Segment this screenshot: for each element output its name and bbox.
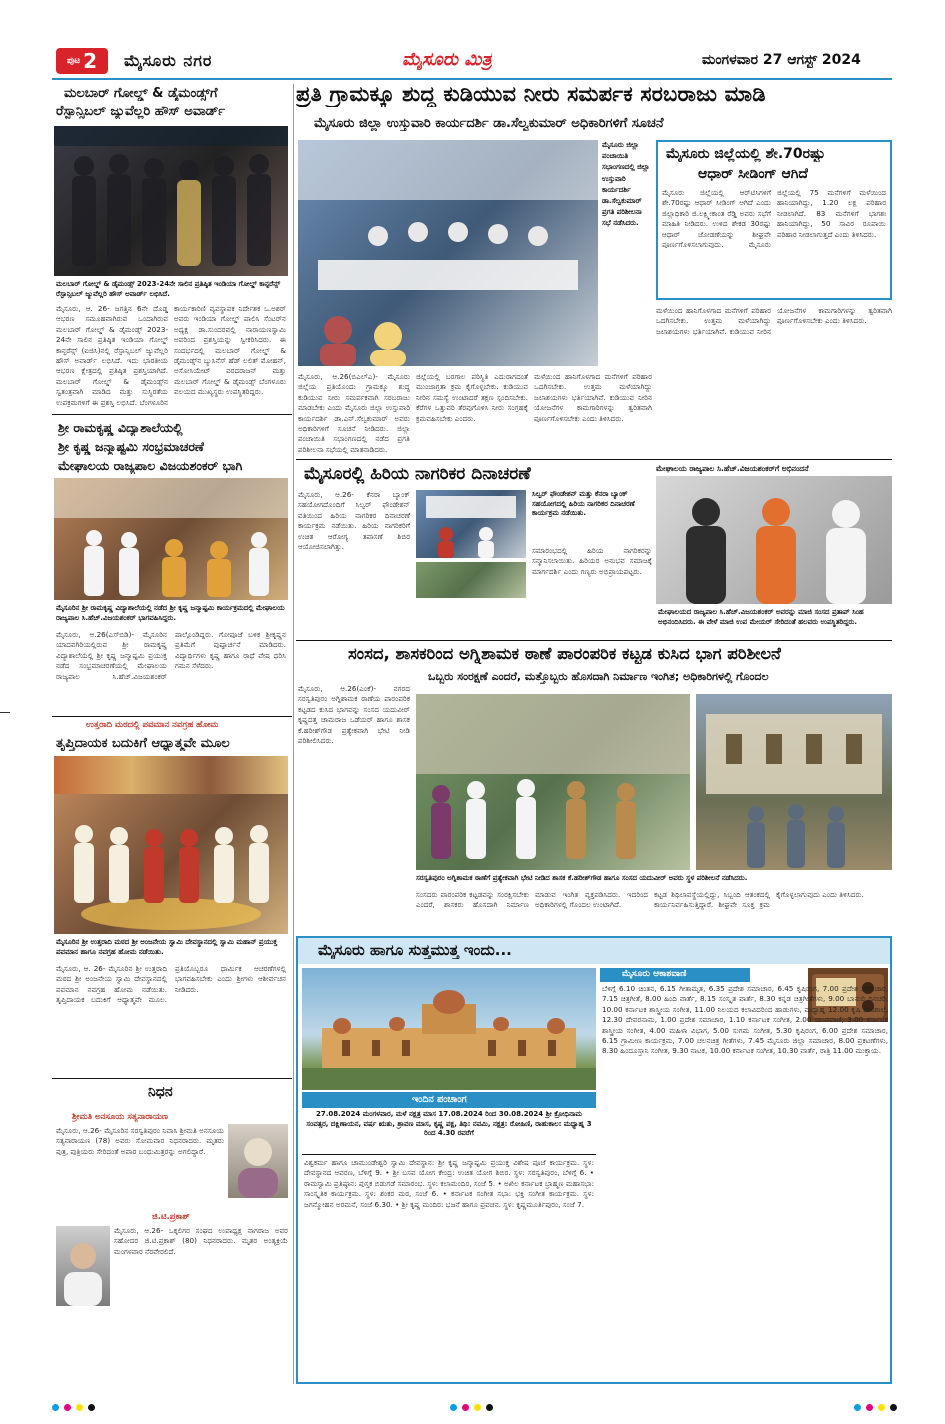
water-headline: ಪ್ರತಿ ಗ್ರಾಮಕ್ಕೂ ಶುದ್ಧ ಕುಡಿಯುವ ನೀರು ಸಮರ್ಪಕ ಸರಬರಾಜು ಮಾಡಿ	[296, 82, 766, 106]
malabar-story	[52, 84, 290, 412]
ramakrishna-body: ಮೈಸೂರು, ಆ.26(ಎಸ್‌ಬಿಡಿ)- ಮೈಸೂರಿನ ಯಾದವಗಿರಿಯಲ್ಲಿರುವ ಶ್ರೀ ರಾಮಕೃಷ್ಣ ವಿದ್ಯಾಶಾಲೆಯಲ್ಲಿ ಶ್ರೀ ಕೃಷ್ಣ ಜನ್ಮಾಷ್ಟಮಿ ಪ್ರಯುಕ್ತ ನಡೆದ ಸಂಭ್ರಮಾಚರಣೆಯಲ್ಲಿ ಮೇಘಾಲಯ ರಾಜ್ಯಪಾಲ ಸಿ.ಹೆಚ್.ವಿಜಯಶಂಕರ್ ಪಾಲ್ಗೊಂಡಿದ್ದರು. ಗೋಪೂಜೆ ಬಳಿಕ ಶ್ರೀಕೃಷ್ಣನ ಪ್ರತಿಮೆಗೆ ಪುಷ್ಪಾರ್ಚನೆ ಮಾಡಿದರು. ವಿದ್ಯಾರ್ಥಿಗಳು ಕೃಷ್ಣ ಹಾಗೂ ರಾಧೆ ವೇಷ ಧರಿಸಿ ಗಮನ ಸೆಳೆದರು.	[56, 630, 286, 681]
divider	[296, 459, 892, 460]
uttaradi-kicker: ಉತ್ತರಾದಿ ಮಠದಲ್ಲಿ ಪವಮಾನ ನವಗ್ರಹ ಹೋಮ	[86, 720, 219, 730]
uttaradi-headline: ತೃಪ್ತಿದಾಯಕ ಬದುಕಿಗೆ ಆಧ್ಯಾತ್ಮವೇ ಮೂಲ	[56, 736, 230, 751]
issue-date: ಮಂಗಳವಾರ 27 ಆಗಸ್ಟ್ 2024	[702, 52, 861, 68]
uttaradi-photo-top	[54, 756, 288, 794]
malabar-headline-1: ಮಲಬಾರ್ ಗೋಲ್ಡ್ & ಡೈಮಂಡ್ಸ್‌ಗೆ	[64, 86, 218, 101]
meghalaya-kicker: ಮೇಘಾಲಯ ರಾಜ್ಯಪಾಲ ಸಿ.ಹೆಚ್.ವಿಜಯಶಂಕರ್‌ಗೆ ಅಭಿನಂದನೆ	[656, 464, 809, 473]
panchanga-title-bar	[302, 1092, 596, 1108]
water-subhead: ಮೈಸೂರು ಜಿಲ್ಲಾ ಉಸ್ತುವಾರಿ ಕಾರ್ಯದರ್ಶಿ ಡಾ.ಸೆಲ್ವಕುಮಾರ್ ಅಧಿಕಾರಿಗಳಿಗೆ ಸೂಚನೆ	[314, 116, 664, 131]
fire-photo-caption: ಸರಸ್ವತಿಪುರಂ ಅಗ್ನಿಶಾಮಕ ಠಾಣೆಗೆ ಪ್ರತ್ಯೇಕವಾಗಿ ಭೇಟಿ ನೀಡಿದ ಶಾಸಕ ಕೆ.ಹರೀಶ್‌ಗೌಡ ಹಾಗೂ ಸಂಸದ ಯದುವೀರ್ ಅವರು ಸ್ಥಳ ಪರಿಶೀಲನೆ ನಡೆಸಿದರು.	[416, 874, 748, 882]
today-box	[296, 936, 892, 1384]
divider	[52, 414, 292, 415]
section-title: ಮೈಸೂರು ನಗರ	[124, 51, 213, 70]
meeting-room-illustration	[298, 140, 598, 366]
fire-subhead: ಒಬ್ಬರು ಸಂರಕ್ಷಣೆ ಎಂದರೆ, ಮತ್ತೊಬ್ಬರು ಹೊಸದಾಗಿ ನಿರ್ಮಾಣ ಇಂಗಿತ; ಅಧಿಕಾರಿಗಳಲ್ಲಿ ಗೊಂದಲ	[428, 670, 769, 683]
uttaradi-caption: ಮೈಸೂರಿನ ಶ್ರೀ ಉತ್ತರಾದಿ ಮಠದ ಶ್ರೀ ಅಂಜನೇಯ ಸ್ವಾಮಿ ದೇವಸ್ಥಾನದಲ್ಲಿ ಸ್ವಾಮಿ ಮಹಾನ್ ಪ್ರಯುಕ್ತ ಪವಮಾನ ಹಾಗೂ ನವಗ್ರಹ ಹೋಮ ನಡೆಯಿತು.	[56, 938, 278, 956]
obituary-title: ನಿಧನ	[148, 1084, 173, 1100]
homa-ceremony-illustration	[54, 794, 288, 934]
masthead	[52, 45, 892, 79]
meghalaya-photo	[656, 476, 892, 604]
person-portrait-icon	[228, 1124, 288, 1198]
obituary-section	[52, 1078, 290, 1384]
radio-title-bar	[600, 968, 750, 982]
masthead-rule	[52, 78, 892, 80]
panchanga-title: ಇಂದಿನ ಪಂಚಾಂಗ	[412, 1094, 467, 1105]
fire-photo-2	[696, 694, 892, 870]
page-label: ಪುಟ	[66, 56, 81, 66]
senior-story	[296, 462, 654, 636]
obituary-body-2: ಮೈಸೂರು, ಆ.26- ಒಕ್ಕಲಿಗರ ಸಂಘದ ಉಪಾಧ್ಯಕ್ಷ ನಾಗರಾಜ ಅವರ ಸಹೋದರ ಜಿ.ಟಿ.ಪ್ರಕಾಶ್ (80) ನಿಧನರಾದರು. ಮೃತರ ಅಂತ್ಯಕ್ರಿಯೆ ಮಂಗಳವಾರ ನೆರವೇರಲಿದೆ.	[114, 1226, 288, 1256]
malabar-caption: ಮಲಬಾರ್ ಗೋಲ್ಡ್ & ಡೈಮಂಡ್ಸ್ 2023-24ನೇ ಸಾಲಿನ ಪ್ರತಿಷ್ಠಿತ ಇಂಡಿಯಾ ಗೋಲ್ಡ್ ಕಾನ್ಫರೆನ್ಸ್ ರೆಸ್ಪಾನ್ಸಿಬಲ್ ಜ್ಯುವೆಲ್ಲರಿ ಹೌಸ್ ಅವಾರ್ಡ್ ಲಭಿಸಿದೆ.	[56, 280, 281, 298]
malabar-body-1: ಮೈಸೂರು, ಆ. 26- ಜಗತ್ತಿನ 6ನೇ ದೊಡ್ಡ ಆಭರಣ ಸಮೂಹವಾಗಿರುವ ಒಂದಾಗಿರುವ ಮಲಬಾರ್ ಗೋಲ್ಡ್ & ಡೈಮಂಡ್ಸ್ 2023-24ನೇ ಸಾಲಿನ ಪ್ರತಿಷ್ಠಿತ ಇಂಡಿಯಾ ಗೋಲ್ಡ್ ಕಾನ್ಫರೆನ್ಸ್ (ಐಜಿಸಿ)ನಲ್ಲಿ ರೆಸ್ಪಾನ್ಸಿಬಲ್ ಜ್ಯುವೆಲ್ಲರಿ ಹೌಸ್ ಅವಾರ್ಡ್ ಲಭಿಸಿದೆ. ಇದು ಭಾರತೀಯ ಆಭರಣ ಕ್ಷೇತ್ರದಲ್ಲಿ ಪ್ರತಿಷ್ಠಿತ ಪ್ರಶಸ್ತಿಯಾಗಿದೆ. ಮಲಬಾರ್ ಗೋಲ್ಡ್ & ಡೈಮಂಡ್ಸ್‌ನ ಸ್ವತಂತ್ರವಾಗಿ ಮಾಡಿದ ಮತ್ತು ಸುಸ್ಥಿರತೆಯ ಉಪಕ್ರಮಗಳಿಗೆ ಈ ಪ್ರಶಸ್ತಿ ಲಭಿಸಿದೆ. ಬೆಂಗಳೂರಿನ	[56, 304, 168, 407]
ramakrishna-story	[52, 418, 290, 794]
registration-marks-left	[52, 1404, 95, 1411]
senior-photo-1	[416, 490, 526, 558]
event-stage-illustration	[54, 478, 288, 600]
ramakrishna-headline-2: ಶ್ರೀ ಕೃಷ್ಣ ಜನ್ಮಾಷ್ಟಮಿ ಸಂಭ್ರಮಾಚರಣೆ	[58, 439, 205, 454]
fire-photo-1	[416, 694, 690, 870]
divider	[302, 1154, 596, 1155]
today-events: ವಿಶ್ವಕರ್ಮ ಹಾಗೂ ಚಾಮುಂಡೇಶ್ವರಿ ಸ್ವಾಮಿ ದೇವಸ್ಥಾನ: ಶ್ರೀ ಕೃಷ್ಣ ಜನ್ಮಾಷ್ಟಮಿ ಪ್ರಯುಕ್ತ ವಿಶೇಷ ಪೂಜೆ ಕಾರ್ಯಕ್ರಮ. ಸ್ಥಳ: ದೇವಸ್ಥಾನದ ಆವರಣ, ಬೆಳಿಗ್ಗೆ 9. • ಶ್ರೀ ಬಸವ ಯೋಗ ಕೇಂದ್ರ: ಉಚಿತ ಯೋಗ ಶಿಬಿರ. ಸ್ಥಳ: ಸರಸ್ವತಿಪುರಂ, ಬೆಳಿಗ್ಗೆ 6. • ರಾಮಸ್ವಾಮಿ ಪ್ರತಿಷ್ಠಾನ: ಪುಸ್ತಕ ಬಿಡುಗಡೆ ಸಮಾರಂಭ. ಸ್ಥಳ: ಕಲಾಮಂದಿರ, ಸಂಜೆ 5. • ಅಖಿಲ ಕರ್ನಾಟಕ ಬ್ರಾಹ್ಮಣ ಮಹಾಸಭಾ: ಸಾಂಸ್ಕೃತಿಕ ಕಾರ್ಯಕ್ರಮ. ಸ್ಥಳ: ಶಂಕರ ಮಠ, ಸಂಜೆ 6. • ಕರ್ನಾಟಕ ಸಂಗೀತ ಸಭಾ: ಭಕ್ತಿ ಸಂಗೀತ ಕಾರ್ಯಕ್ರಮ. ಸ್ಥಳ: ಜಗನ್ಮೋಹನ ಅರಮನೆ, ಸಂಜೆ 6.30. • ಶ್ರೀ ಕೃಷ್ಣ ಮಂದಿರ: ಭಜನೆ ಹಾಗೂ ಪ್ರವಚನ. ಸ್ಥಳ: ಕೃಷ್ಣಮೂರ್ತಿಪುರಂ, ಸಂಜೆ 7.	[304, 1158, 594, 1209]
fire-story	[296, 644, 892, 934]
person-portrait-icon	[56, 1226, 110, 1306]
panchanga-body: 27.08.2024 ಮಂಗಳವಾರ, ಮಳೆ ನಕ್ಷತ್ರ ಮಾಸ 17.08.2024 ರಿಂದ 30.08.2024 ಶ್ರೀ ಕ್ರೋಧಿನಾಮ ಸಂವತ್ಸರ, ದಕ್ಷಿಣಾಯನ, ವರ್ಷ ಋತು, ಶ್ರಾವಣ ಮಾಸ, ಕೃಷ್ಣ ಪಕ್ಷ, ತಿಥಿ: ನವಮಿ, ನಕ್ಷತ್ರ: ರೋಹಿಣಿ, ರಾಹುಕಾಲ: ಮಧ್ಯಾಹ್ನ 3 ರಿಂದ 4.30 ರವರೆಗೆ	[306, 1110, 592, 1137]
water-meeting-photo	[298, 140, 598, 366]
obituary-name-2: ಜಿ.ಟಿ.ಪ್ರಕಾಶ್	[152, 1212, 190, 1222]
fire-station-building-illustration	[696, 694, 892, 870]
crop-mark	[0, 712, 10, 713]
obituary-body-1: ಮೈಸೂರು, ಆ.26- ಮೈಸೂರಿನ ಸರಸ್ವತಿಪುರಂ ನಿವಾಸಿ ಶ್ರೀಮತಿ ಅನಸೂಯ ಸತ್ಯನಾರಾಯಣ (78) ಅವರು ಸೋಮವಾರ ನಿಧನರಾದರು. ಮೃತರು ಪುತ್ರ, ಪುತ್ರಿಯರು ಸೇರಿದಂತೆ ಅಪಾರ ಬಂಧುಮಿತ್ರರನ್ನು ಅಗಲಿದ್ದಾರೆ.	[56, 1126, 224, 1156]
uttaradi-body: ಮೈಸೂರು, ಆ. 26- ಮೈಸೂರಿನ ಶ್ರೀ ಉತ್ತರಾದಿ ಮಠದ ಶ್ರೀ ಅಂಜನೇಯ ಸ್ವಾಮಿ ದೇವಸ್ಥಾನದಲ್ಲಿ ಪವಮಾನ ನವಗ್ರಹ ಹೋಮ ನಡೆಯಿತು. ತೃಪ್ತಿದಾಯಕ ಬದುಕಿಗೆ ಆಧ್ಯಾತ್ಮವೇ ಮೂಲ. ಪ್ರತಿಯೊಬ್ಬರೂ ಧಾರ್ಮಿಕ ಆಚರಣೆಗಳಲ್ಲಿ ಭಾಗವಹಿಸಬೇಕು ಎಂದು ಶ್ರೀಗಳು ಆಶೀರ್ವಚನ ನೀಡಿದರು.	[56, 964, 286, 1005]
award-people-illustration	[54, 126, 288, 276]
senior-body-2: ಸಮಾರಂಭದಲ್ಲಿ ಹಿರಿಯ ನಾಗರಿಕರನ್ನು ಸನ್ಮಾನಿಸಲಾಯಿತು. ಹಿರಿಯರ ಅನುಭವ ಸಮಾಜಕ್ಕೆ ಮಾರ್ಗದರ್ಶಿ ಎಂದು ಗಣ್ಯರು ಅಭಿಪ್ರಾಯಪಟ್ಟರು.	[532, 546, 652, 576]
ramakrishna-caption: ಮೈಸೂರಿನ ಶ್ರೀ ರಾಮಕೃಷ್ಣ ವಿದ್ಯಾಶಾಲೆಯಲ್ಲಿ ನಡೆದ ಶ್ರೀ ಕೃಷ್ಣ ಜನ್ಮಾಷ್ಟಮಿ ಕಾರ್ಯಕ್ರಮದಲ್ಲಿ ಮೇಘಾಲಯ ರಾಜ್ಯಪಾಲ ಸಿ.ಹೆಚ್.ವಿಜಯಶಂಕರ್ ಭಾಗವಹಿಸಿದ್ದರು.	[56, 604, 285, 622]
fire-body-3: ಕಟ್ಟಡ ಶಿಥಿಲಾವಸ್ಥೆಯಲ್ಲಿದ್ದು, ಸಿಬ್ಬಂದಿ ಆತಂಕದಲ್ಲಿ ಕಾರ್ಯನಿರ್ವಹಿಸುತ್ತಿದ್ದಾರೆ. ಶೀಘ್ರವೇ ಸೂಕ್ತ ಕ್ರಮ ಕೈಗೊಳ್ಳಲಾಗುವುದು ಎಂದು ತಿಳಿಸಿದರು.	[654, 890, 864, 910]
senior-body-1: ಮೈಸೂರು, ಆ.26- ಕೆನರಾ ಬ್ಯಾಂಕ್ ಸಹಯೋಗದೊಂದಿಗೆ ಸಿಲ್ವರ್ ಫೌಂಡೇಶನ್ ವತಿಯಿಂದ ಹಿರಿಯ ನಾಗರಿಕರ ದಿನಾಚರಣೆ ಕಾರ್ಯಕ್ರಮ ನಡೆಯಿತು. ಹಿರಿಯ ನಾಗರಿಕರಿಗೆ ಉಚಿತ ಆರೋಗ್ಯ ತಪಾಸಣೆ ಶಿಬಿರ ಆಯೋಜಿಸಲಾಗಿತ್ತು.	[298, 490, 410, 552]
radio-title: ಮೈಸೂರು ಆಕಾಶವಾಣಿ	[622, 969, 687, 979]
senior-headline: ಮೈಸೂರಲ್ಲಿ ಹಿರಿಯ ನಾಗರಿಕರ ದಿನಾಚರಣೆ	[304, 464, 531, 484]
malabar-headline-2: ರೆಸ್ಪಾನ್ಸಿಬಲ್ ಜ್ಯುವೆಲ್ಲರಿ ಹೌಸ್ ಅವಾರ್ಡ್	[56, 104, 226, 119]
water-body-continued: ಮಳೆಯಿಂದ ಹಾನಿಗೊಳಗಾದ ಮನೆಗಳಿಗೆ ಪರಿಹಾರ ಒದಗಿಸಬೇಕು. ಉತ್ತಮ ಮಳೆಯಾಗಿದ್ದು ಜಲಾಶಯಗಳು ಭರ್ತಿಯಾಗಿವೆ. ಕುಡಿಯುವ ನೀರಿನ ಯೋಜನೆಗಳ ಕಾಮಗಾರಿಗಳನ್ನು ತ್ವರಿತವಾಗಿ ಪೂರ್ಣಗೊಳಿಸಬೇಕು ಎಂದು ತಿಳಿಸಿದರು.	[656, 306, 892, 336]
aadhaar-headline-2: ಆಧಾರ್ ಸೀಡಿಂಗ್ ಆಗಿದೆ	[698, 166, 809, 182]
water-photo-caption: ಮೈಸೂರು ಜಿಲ್ಲಾ ಪಂಚಾಯಿತಿ ಸಭಾಂಗಣದಲ್ಲಿ ಜಿಲ್ಲಾ ಉಸ್ತುವಾರಿ ಕಾರ್ಯದರ್ಶಿ ಡಾ.ಸೆಲ್ವಕುಮಾರ್ ಪ್ರಗತಿ ಪರಿಶೀಲನಾ ಸಭೆ ನಡೆಸಿದರು.	[602, 141, 650, 228]
registration-marks-center	[450, 1404, 493, 1411]
ramakrishna-headline-3: ಮೇಘಾಲಯ ರಾಜ್ಯಪಾಲ ವಿಜಯಶಂಕರ್ ಭಾಗಿ	[58, 458, 243, 473]
malabar-body-2: ಕಾರ್ಯಕಾರಿಣಿ ವ್ಯವಸ್ಥಾಪಕ ನಿರ್ದೇಶಕ ಒ.ಅಶರ್ ಅವರು ಇಂಡಿಯಾ ಗೋಲ್ಡ್ ಪಾಲಿಸಿ ಸೆಂಟರ್‌ನ ಅಧ್ಯಕ್ಷ ಡಾ.ಸುಂದರವಲ್ಲಿ ನಾರಾಯಣಸ್ವಾಮಿ ಅವರಿಂದ ಪ್ರಶಸ್ತಿಯನ್ನು ಸ್ವೀಕರಿಸಿದರು. ಈ ಸಂದರ್ಭದಲ್ಲಿ ಮಲಬಾರ್ ಗೋಲ್ಡ್ & ಡೈಮಂಡ್ಸ್‌ನ ಬ್ಯುಸಿನೆಸ್ ಹೆಡ್ ಲಲಿತ್ ಮೋಹನ್, ಅಸೋಸಿಯೇಟ್ ವರದರಾಜನ್ ಮತ್ತು ಮಲಬಾರ್ ಗೋಲ್ಡ್ & ಡೈಮಂಡ್ಸ್ ಬೆಂಗಳೂರು ವಲಯದ ಮುಖ್ಯಸ್ಥರು ಉಪಸ್ಥಿತರಿದ್ದರು.	[174, 304, 286, 397]
water-body-1: ಮೈಸೂರು, ಆ.26(ಬಿಎಲ್‌ಎ)- ಮೈಸೂರು ಜಿಲ್ಲೆಯ ಪ್ರತಿಯೊಂದು ಗ್ರಾಮಕ್ಕೂ ಶುದ್ಧ ಕುಡಿಯುವ ನೀರು ಸಮರ್ಪಕವಾಗಿ ಸರಬರಾಜು ಮಾಡಬೇಕು ಎಂದು ಮೈಸೂರು ಜಿಲ್ಲಾ ಉಸ್ತುವಾರಿ ಕಾರ್ಯದರ್ಶಿ ಡಾ.ಎನ್.ಸೆಲ್ವಕುಮಾರ್ ಅವರು ಅಧಿಕಾರಿಗಳಿಗೆ ಸೂಚನೆ ನೀಡಿದರು. ಜಿಲ್ಲಾ ಪಂಚಾಯಿತಿ ಸಭಾಂಗಣದಲ್ಲಿ ನಡೆದ ಪ್ರಗತಿ ಪರಿಶೀಲನಾ ಸಭೆಯಲ್ಲಿ ಮಾತನಾಡಿದರು.	[298, 372, 410, 454]
fire-headline: ಸಂಸದ, ಶಾಸಕರಿಂದ ಅಗ್ನಿಶಾಮಕ ಠಾಣೆ ಪಾರಂಪರಿಕ ಕಟ್ಟಡ ಕುಸಿದ ಭಾಗ ಪರಿಶೀಲನೆ	[348, 644, 781, 663]
obituary-portrait-2	[56, 1226, 110, 1306]
uttaradi-story	[52, 794, 290, 1114]
paper-name: ಮೈಸೂರು ಮಿತ್ರ	[402, 49, 492, 70]
page-number-badge	[56, 48, 108, 74]
meghalaya-story	[656, 462, 892, 636]
aadhaar-headline-1: ಮೈಸೂರು ಜಿಲ್ಲೆಯಲ್ಲಿ ಶೇ.70ರಷ್ಟು	[666, 146, 826, 162]
obituary-portrait-1	[228, 1124, 288, 1198]
senior-photo-caption: ಸಿಲ್ವರ್ ಫೌಂಡೇಶನ್ ಮತ್ತು ಕೆನರಾ ಬ್ಯಾಂಕ್ ಸಹಯೋಗದಲ್ಲಿ ಹಿರಿಯ ನಾಗರಿಕರ ದಿನಾಚರಣೆ ಕಾರ್ಯಕ್ರಮ ನಡೆಯಿತು.	[532, 490, 635, 517]
divider	[296, 640, 892, 641]
water-body-2: ಜಿಲ್ಲೆಯಲ್ಲಿ ಬರಗಾಲ ಪರಿಸ್ಥಿತಿ ಎದುರಾಗದಂತೆ ಮುಂಜಾಗ್ರತಾ ಕ್ರಮ ಕೈಗೊಳ್ಳಬೇಕು. ಕುಡಿಯುವ ನೀರಿನ ಸಮಸ್ಯೆ ಉಂಟಾದರೆ ತಕ್ಷಣ ಸ್ಪಂದಿಸಬೇಕು. ಕೆರೆಗಳ ಒತ್ತುವರಿ ತೆರವುಗೊಳಿಸಿ ನೀರು ಸಂಗ್ರಹಕ್ಕೆ ಕ್ರಮವಹಿಸಬೇಕು ಎಂದರು.	[416, 372, 528, 423]
fire-body-2: ಸಂಸದರು ಪಾರಂಪರಿಕ ಕಟ್ಟಡವನ್ನು ಸಂರಕ್ಷಿಸಬೇಕು ಎಂದರೆ, ಶಾಸಕರು ಹೊಸದಾಗಿ ನಿರ್ಮಾಣ ಮಾಡುವ ಇಂಗಿತ ವ್ಯಕ್ತಪಡಿಸಿದರು. ಇದರಿಂದ ಅಧಿಕಾರಿಗಳಲ್ಲಿ ಗೊಂದಲ ಉಂಟಾಗಿದೆ.	[416, 890, 648, 910]
divider	[52, 1078, 292, 1079]
senior-photo-2	[416, 562, 526, 598]
today-header-bar	[298, 938, 890, 964]
column-divider	[293, 84, 294, 1384]
aadhaar-body: ಮೈಸೂರು ಜಿಲ್ಲೆಯಲ್ಲಿ ಆರ್‌ಟಿಸಿಗಳಿಗೆ ಶೇ.70ರಷ್ಟು ಆಧಾರ್ ಸೀಡಿಂಗ್ ಆಗಿದೆ ಎಂದು ಜಿಲ್ಲಾಧಿಕಾರಿ ಜಿ.ಲಕ್ಷ್ಮೀಕಾಂತ ರೆಡ್ಡಿ ಅವರು ಸಭೆಗೆ ಮಾಹಿತಿ ನೀಡಿದರು. ಉಳಿದ ಶೇಕಡ 30ರಷ್ಟು ಆಧಾರ್ ಜೋಡಣೆಯನ್ನು ಶೀಘ್ರವೇ ಪೂರ್ಣಗೊಳಿಸಲಾಗುವುದು. ಮೈಸೂರು ಜಿಲ್ಲೆಯಲ್ಲಿ 75 ಮನೆಗಳಿಗೆ ಮಳೆಯಿಂದ ಹಾನಿಯಾಗಿದ್ದು, 1.20 ಲಕ್ಷ ಪರಿಹಾರ ನೀಡಲಾಗಿದೆ. 83 ಮನೆಗಳಿಗೆ ಭಾಗಶಃ ಹಾನಿಯಾಗಿದ್ದು, 50 ಸಾವಿರ ರೂಪಾಯಿ ಪರಿಹಾರ ನೀಡಲಾಗುತ್ತದೆ ಎಂದು ತಿಳಿಸಿದರು.	[662, 188, 886, 250]
mysore-palace-illustration	[302, 968, 596, 1090]
heritage-building-visit-illustration	[416, 694, 690, 870]
banner-event-illustration	[416, 490, 526, 558]
water-body-3: ಮಳೆಯಿಂದ ಹಾನಿಗೊಳಗಾದ ಮನೆಗಳಿಗೆ ಪರಿಹಾರ ಒದಗಿಸಬೇಕು. ಉತ್ತಮ ಮಳೆಯಾಗಿದ್ದು ಜಲಾಶಯಗಳು ಭರ್ತಿಯಾಗಿವೆ. ಕುಡಿಯುವ ನೀರಿನ ಯೋಜನೆಗಳ ಕಾಮಗಾರಿಗಳನ್ನು ತ್ವರಿತವಾಗಿ ಪೂರ್ಣಗೊಳಿಸಬೇಕು ಎಂದು ತಿಳಿಸಿದರು.	[534, 372, 652, 423]
today-headline: ಮೈಸೂರು ಹಾಗೂ ಸುತ್ತಮುತ್ತ ಇಂದು...	[318, 941, 512, 959]
divider	[52, 716, 292, 717]
registration-marks-right	[854, 1404, 897, 1411]
ramakrishna-headline-1: ಶ್ರೀ ರಾಮಕೃಷ್ಣ ವಿದ್ಯಾಶಾಲೆಯಲ್ಲಿ	[58, 420, 183, 435]
obituary-name-1: ಶ್ರೀಮತಿ ಅನಸೂಯ ಸತ್ಯನಾರಾಯಣ	[72, 1112, 168, 1122]
malabar-award-photo	[54, 126, 288, 276]
fire-body-1: ಮೈಸೂರು, ಆ.26(ಎಂಕೆ)- ನಗರದ ಸರಸ್ವತಿಪುರಂ ಅಗ್ನಿಶಾಮಕ ಠಾಣೆಯ ಪಾರಂಪರಿಕ ಕಟ್ಟಡದ ಕುಸಿದ ಭಾಗವನ್ನು ಸಂಸದ ಯದುವೀರ್ ಕೃಷ್ಣದತ್ತ ಚಾಮರಾಜ ಒಡೆಯರ್ ಹಾಗೂ ಶಾಸಕ ಕೆ.ಹರೀಶ್‌ಗೌಡ ಪ್ರತ್ಯೇಕವಾಗಿ ಭೇಟಿ ನೀಡಿ ಪರಿಶೀಲಿಸಿದರು.	[298, 684, 410, 746]
felicitation-illustration	[656, 476, 892, 604]
aadhaar-box	[656, 140, 892, 300]
meghalaya-caption: ಮೇಘಾಲಯದ ರಾಜ್ಯಪಾಲ ಸಿ.ಹೆಚ್.ವಿಜಯಶಂಕರ್ ಅವರನ್ನು ಮಾಜಿ ಸಂಸದ ಪ್ರತಾಪ್ ಸಿಂಹ ಅಭಿನಂದಿಸಿದರು. ಈ ವೇಳೆ ಮಾಜಿ ಉಪ ಮೇಯರ್ ಸೇರಿದಂತೆ ಹಲವರು ಉಪಸ್ಥಿತರಿದ್ದರು.	[658, 608, 864, 626]
page-number: 2	[83, 49, 98, 73]
ramakrishna-event-photo	[54, 478, 288, 600]
radio-schedule: ಬೆಳಿಗ್ಗೆ 6.10 ಚಿಂತನ, 6.15 ಗೀತಾಮೃತ, 6.35 ಪ್ರದೇಶ ಸಮಾಚಾರ, 6.45 ಕೃಷಿರಂಗ, 7.00 ಪ್ರದೇಶ ಸಮಾಚಾರ, 7.15 ಚಿತ್ರಗೀತೆ, 8.00 ಹಿಂದಿ ವಾರ್ತೆ, 8.15 ಸಂಸ್ಕೃತ ವಾರ್ತೆ, 8.30 ಕನ್ನಡ ಚಿತ್ರಗೀತೆಗಳು, 9.00 ಬಾನುಲಿ ದಿನಚರಿ, 10.00 ಕರ್ನಾಟಕ ಶಾಸ್ತ್ರೀಯ ಸಂಗೀತ, 11.00 ನಿಲಯದ ಕಲಾವಿದರಿಂದ ಹಾಡುಗಳು, ಮಧ್ಯಾಹ್ನ 12.00 ಕೃಷಿ ಪಾಠಶಾಲೆ, 12.30 ದೇವರನಾಮ, 1.00 ಪ್ರದೇಶ ಸಮಾಚಾರ, 1.10 ಕರ್ನಾಟಕ ಸಂಗೀತ, 2.00 ಯುವವಾಣಿ, 3.00 ಕರ್ನಾಟಕ ಶಾಸ್ತ್ರೀಯ ಸಂಗೀತ, 4.00 ಮಹಿಳಾ ವಿಭಾಗ, 5.00 ಸುಗಮ ಸಂಗೀತ, 5.30 ಕೃಷಿರಂಗ, 6.00 ಪ್ರದೇಶ ಸಮಾಚಾರ, 6.15 ಗ್ರಾಮೀಣ ಕಾರ್ಯಕ್ರಮ, 7.00 ಚಲನಚಿತ್ರ ಗೀತೆಗಳು, 7.45 ಮೈಸೂರು ಜಿಲ್ಲಾ ಸಮಾಚಾರ, 8.00 ಪ್ರಕಟಣೆಗಳು, 8.30 ಹಿಂದೂಸ್ತಾನಿ ಸಂಗೀತ, 9.30 ನಾಟಕ, 10.00 ಕರ್ನಾಟಕ ಸಂಗೀತ, 10.30 ವಾರ್ತೆ, ರಾತ್ರಿ 11.00 ಮುಕ್ತಾಯ.	[602, 984, 888, 1056]
uttaradi-photo	[54, 794, 288, 934]
palace-photo	[302, 968, 596, 1090]
